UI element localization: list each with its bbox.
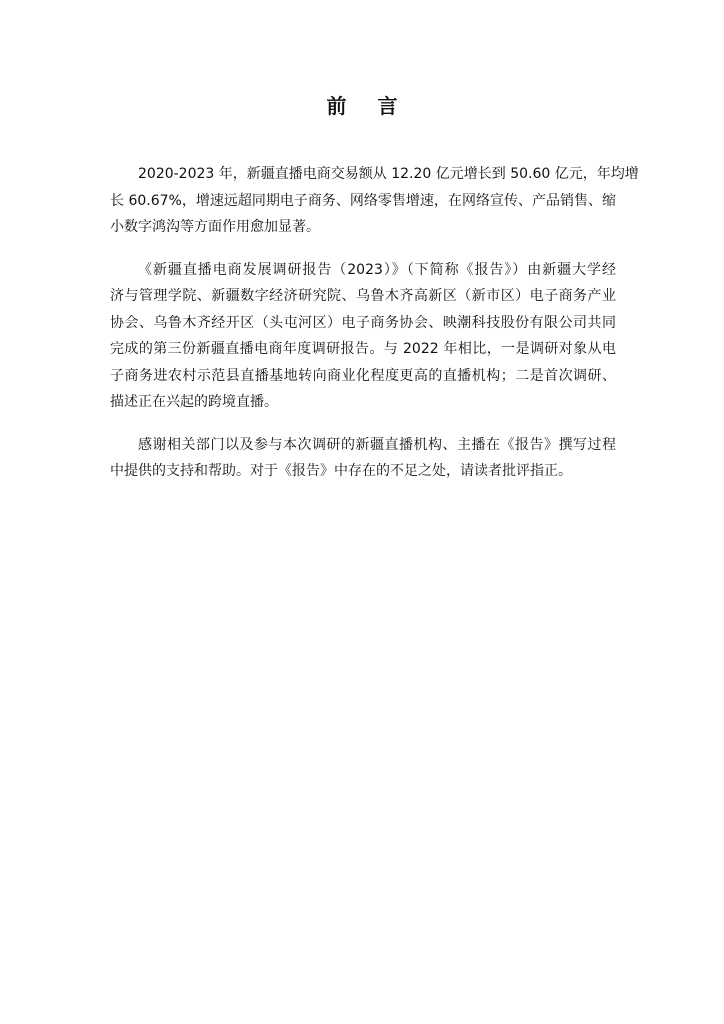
paragraph-line: 完成的第三份新疆直播电商年度调研报告。与 2022 年相比，一是调研对象从电 (110, 341, 616, 357)
paragraph-line: 济与管理学院、新疆数字经济研究院、乌鲁木齐高新区（新市区）电子商务产业 (110, 288, 616, 304)
paragraph-line: 小数字鸿沟等方面作用愈加显著。 (110, 219, 320, 235)
paragraph-line: 2020-2023 年，新疆直播电商交易额从 12.20 亿元增长到 50.60 亿元，年均增 (138, 166, 639, 182)
paragraph-line: 描述正在兴起的跨境直播。 (110, 394, 278, 410)
paragraph-1 (110, 161, 639, 241)
paragraph-line: 《新疆直播电商发展调研报告（2023）》（下简称《报告》）由新疆大学经 (138, 261, 616, 278)
page-title: 前 言 (326, 94, 410, 118)
paragraph-line: 感谢相关部门以及参与本次调研的新疆直播机构、主播在《报告》撰写过程 (138, 436, 616, 453)
document-body (110, 161, 639, 501)
paragraph-2 (110, 257, 616, 416)
paragraph-line: 协会、乌鲁木齐经开区（头屯河区）电子商务协会、映潮科技股份有限公司共同 (110, 314, 616, 331)
paragraph-3 (110, 432, 616, 485)
paragraph-line: 中提供的支持和帮助。对于《报告》中存在的不足之处，请读者批评指正。 (110, 463, 572, 479)
paragraph-line: 子商务进农村示范县直播基地转向商业化程度更高的直播机构；二是首次调研、 (110, 367, 616, 384)
paragraph-line: 长 60.67%，增速远超同期电子商务、网络零售增速，在网络宣传、产品销售、缩 (110, 192, 616, 209)
